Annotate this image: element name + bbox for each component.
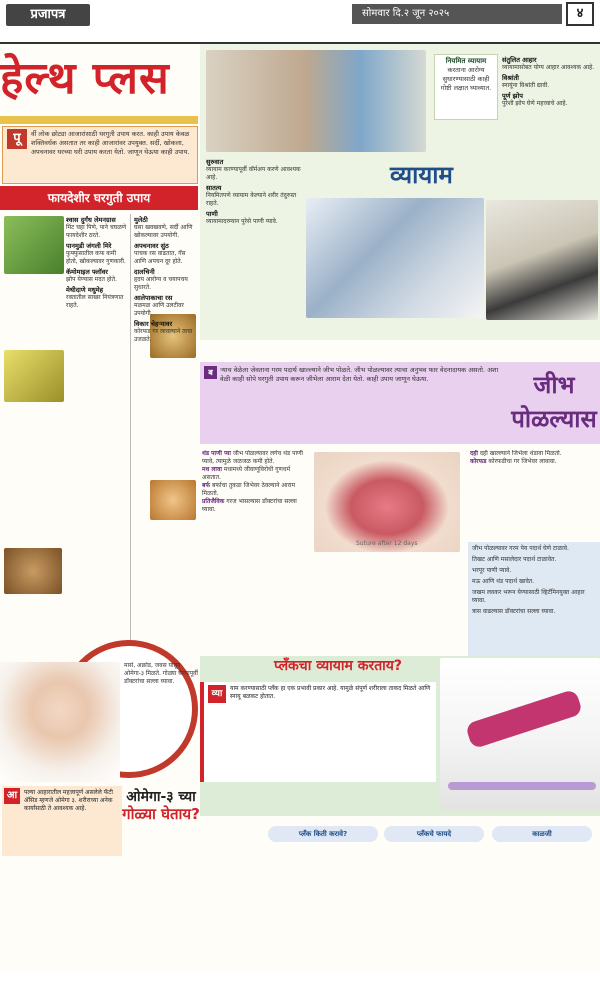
drop-cap: ब (204, 366, 217, 379)
tongue-tips-right (470, 450, 598, 538)
omega-title: ओमेगा-३ च्या (126, 789, 196, 805)
exercise-heading: पाणी (206, 210, 218, 218)
section-title-block (0, 46, 198, 110)
intro-text: याम करण्यासाठी प्लँक हा एक प्रभावी प्रकार आहे. यामुळे संपूर्ण शरीराला ताकद मिळते आणि स्नायू बळकट होतात. (230, 685, 431, 700)
remedy-text: फुफ्फुसातील कफ कमी होतो, खोकल्यावर गुणकारी. (66, 250, 126, 265)
nuts-photo (4, 548, 62, 594)
exercise-text: नियमितपणे व्यायाम केल्याने शरीर तंदुरुस्त राहते. (206, 192, 297, 207)
tip-heading: दही (470, 450, 478, 457)
tongue-burn-intro (200, 362, 506, 444)
plank-subhead: काळजी (492, 826, 592, 842)
remedy-heading: मुलेठी (134, 216, 148, 224)
exercise-text: पुरेशी झोप घेणे महत्त्वाचे आहे. (502, 100, 568, 107)
photo-caption: Suture after 12 days (356, 540, 418, 547)
remedy-text: हृदय आरोग्य व चयापचय सुधारते. (134, 276, 188, 291)
tongue-burn-title (508, 368, 600, 440)
exercise-text: स्नायूंना विश्रांती द्यावी. (502, 82, 550, 89)
remedy-heading: अपचनावर सुंठ (134, 242, 169, 250)
tip-heading: प्रतिजैविक (202, 498, 225, 505)
tip-heading: बर्फ (202, 482, 211, 489)
quote-text: करताना आरोग्य सुधारण्यासाठी काही गोष्टी लक्षात घ्याव्यात. (440, 66, 492, 92)
exercise-text: व्यायाम करण्यापूर्वी वॉर्मअप करणे आवश्यक आहे. (206, 166, 301, 181)
exercise-heading: संतुलित आहार (502, 56, 537, 64)
brand-logo: प्रजापत्र (6, 4, 90, 26)
remedies-column-2 (134, 214, 198, 654)
drinking-water-photo (206, 50, 426, 152)
woman-pill-photo (0, 662, 120, 782)
precautions-box (468, 542, 600, 662)
tip-heading: कोरफड (470, 458, 487, 465)
tip-text: कोरफडीचा गर जिभेवर लावावा. (488, 458, 557, 465)
section-title: हेल्थ प्लस (0, 53, 170, 104)
exercise-text: व्यायामासोबत योग्य आहार आवश्यक आहे. (502, 64, 595, 71)
plank-intro (200, 682, 436, 782)
yoga-mat (448, 782, 596, 790)
remedy-heading: मेथीदाणे मधुमेह (66, 286, 104, 294)
masthead (0, 0, 600, 44)
tip-heading: मध लावा (202, 466, 222, 473)
remedy-text: मळमळ आणि उलटीवर उपयोगी. (134, 302, 184, 317)
remedy-heading: दालचिनी (134, 268, 155, 276)
tip-text: दही खाल्ल्याने जिभेला थंडावा मिळतो. (479, 450, 562, 457)
exercise-quote (434, 54, 498, 120)
tip-heading: थंड पाणी प्या (202, 450, 231, 457)
remedy-text: मिंट चहा पिणे, पाने चघळणे फायदेशीर ठरते. (66, 224, 127, 239)
exercise-heading: विश्रांती (502, 74, 519, 82)
remedy-heading: आलेपाकाचा रस (134, 294, 173, 302)
precaution-item: भरपूर पाणी प्यावे. (472, 567, 512, 574)
exercise-heading: पूर्ण झोप (502, 92, 523, 100)
remedy-text: रक्तातील साखर नियंत्रणात राहते. (66, 294, 124, 309)
precaution-item: जीभ पोळल्यावर गरम पेय पदार्थ घेणे टाळावे. (472, 545, 569, 552)
remedy-heading: पानमुडी जंगली मिरे (66, 242, 112, 250)
title-line: पोळल्यास (511, 404, 597, 433)
quote-title: नियमित व्यायाम (445, 57, 487, 65)
remedy-heading: कॅमोमाइल फ्लॉवर (66, 268, 108, 276)
lemon-photo (4, 350, 64, 402)
tongue-tips-left (202, 450, 310, 650)
page-number: ४ (566, 2, 594, 26)
precaution-item: त्रास वाढल्यास डॉक्टरांचा सल्ला घ्यावा. (472, 608, 556, 615)
exercise-column-left (206, 156, 302, 336)
intro-text: ऱ्याच वेळेला जेवताना गरम पदार्थ खाल्ल्याने जीभ पोळते. जीभ पोळल्यावर त्याचा अनुभव फार वेदनादायक असतो. अशा वेळी काही सोपे घरगुती उपाय करून जीभेला आराम देता येतो. काही उपाय जाणून घेऊया. (220, 366, 499, 383)
omega-subtitle: गोळ्या घेताय? (122, 805, 200, 823)
issue-date: सोमवार दि.२ जून २०२५ (352, 4, 562, 24)
omega-side-text (124, 662, 198, 782)
omega-intro (2, 786, 122, 856)
remedy-heading: विकार चेहऱ्यावर (134, 320, 173, 328)
precaution-item: जखम लवकर भरून येण्यासाठी व्हिटॅमिनयुक्त आहार घ्यावा. (472, 589, 585, 604)
plank-subhead: प्लँकचे फायदे (384, 826, 484, 842)
tip-text: बर्फाचा तुकडा जिभेवर ठेवल्याने आराम मिळतो. (202, 482, 296, 497)
page-footer (0, 972, 600, 982)
drop-cap: आ (4, 788, 20, 804)
stretching-photo (486, 200, 598, 320)
drop-cap: पू (7, 129, 27, 149)
tip-text: मधामध्ये जीवाणूविरोधी गुणधर्म असतात. (202, 466, 291, 481)
plank-subhead: प्लँक किती करावे? (268, 826, 378, 842)
intro-text: पल्या आहारातील महत्त्वपूर्ण असलेले फॅटी ॲसिड म्हणजे ओमेगा ३. शरीराच्या अनेक कार्यांसाठी ते आवश्यक आहे. (24, 789, 113, 812)
remedy-heading: श्वास दुर्गंध लेमनग्रास (66, 216, 116, 224)
herb-photo (4, 216, 64, 274)
exercise-heading: सुरुवात (206, 158, 224, 166)
tip-text: गरज भासल्यास डॉक्टरांचा सल्ला घ्यावा. (202, 498, 297, 513)
health-intro (2, 126, 198, 184)
exercise-text: व्यायामादरम्यान पुरेसे पाणी प्यावे. (206, 218, 278, 225)
exercise-heading: सातत्य (206, 184, 222, 192)
remedies-heading: फायदेशीर घरगुती उपाय (0, 186, 198, 210)
remedies-column-1 (66, 214, 128, 654)
column-divider (130, 214, 131, 654)
precaution-item: तिखट आणि मसालेदार पदार्थ टाळावेत. (472, 556, 557, 563)
omega-side: मासे, अक्रोड, जवस यातून ओमेगा-३ मिळते. गोळ्या घेण्यापूर्वी डॉक्टरांचा सल्ला घ्यावा. (124, 662, 198, 685)
plank-title: प्लँकचा व्यायाम करताय? (274, 658, 403, 674)
tip-text: जीभ पोळल्यावर लगेच थंड पाणी प्यावे, त्यामुळे जळजळ कमी होते. (202, 450, 303, 465)
precaution-item: मऊ आणि थंड पदार्थ खावेत. (472, 578, 535, 585)
omega-title-block (122, 786, 200, 846)
tongue-photo (314, 452, 460, 552)
exercise-title: व्यायाम (390, 160, 453, 189)
gym-photo (306, 198, 484, 318)
remedy-text: घसा खवखवणे, सर्दी आणि खोकल्यावर उपयोगी. (134, 224, 193, 239)
intro-text: र्वी लोक छोट्या आजारांसाठी घरगुती उपाय करत. काही उपाय केवळ शक्तिवर्धक असतात तर काही आजारांवर उपयुक्त. सर्दी, खोकला, अपचनावर घरच्या घरी उपाय करता येतो. जाणून घेऊया काही उपाय. (31, 130, 190, 156)
title-line: जीभ (533, 370, 575, 399)
remedy-text: झोप येण्यास मदत होते. (66, 276, 117, 283)
title-underline (0, 116, 198, 124)
remedy-text: पाचक रस वाढतात, गॅस आणि अपचन दूर होते. (134, 250, 186, 265)
drop-cap: व्या (208, 685, 226, 703)
remedy-text: कोरफड गर लावल्याने त्वचा उजळते. (134, 328, 193, 343)
